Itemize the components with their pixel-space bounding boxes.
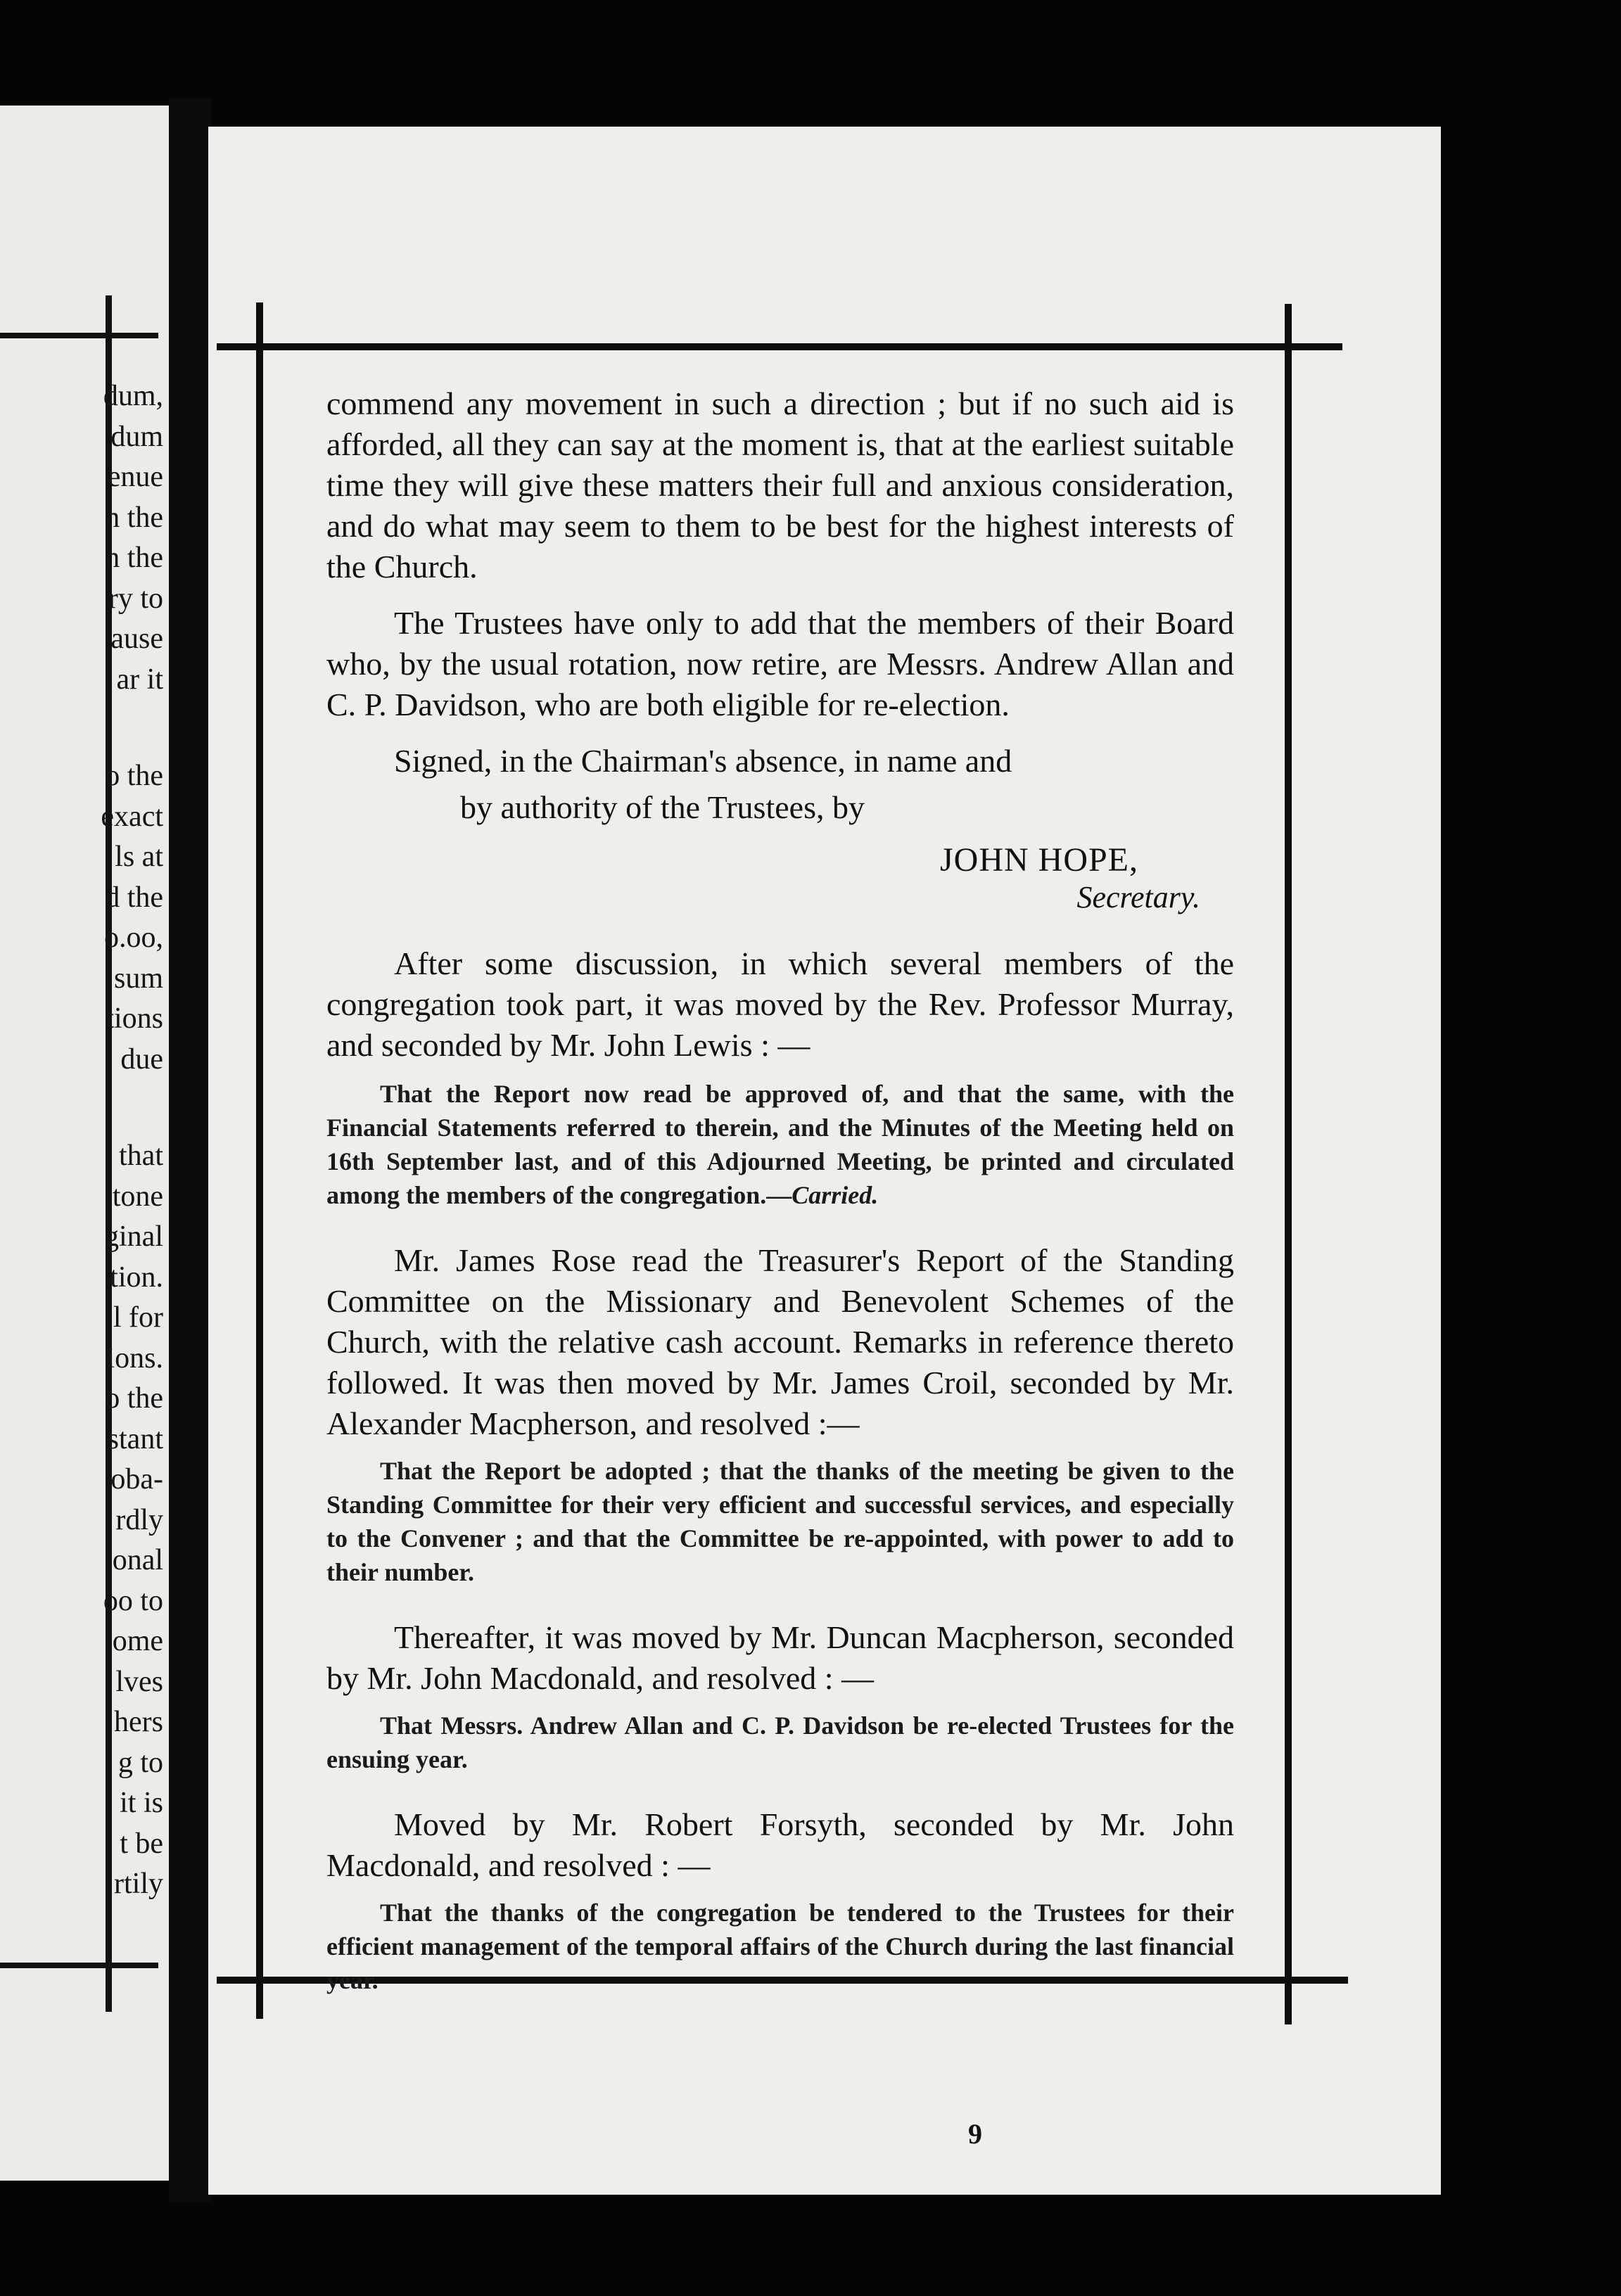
left-page-line: t be — [120, 1827, 163, 1860]
frame-top-rule — [217, 343, 1342, 350]
left-page-text-fragments — [0, 376, 163, 1905]
resolution-3: That Messrs. Andrew Allan and C. P. Davidson be re-elected Trustees for the ensuing year. — [326, 1711, 1234, 1773]
left-page-line: g to — [117, 1746, 163, 1779]
left-page-line — [0, 700, 163, 756]
frame-right-rule — [1285, 304, 1292, 2024]
left-page-line: l for — [113, 1301, 163, 1334]
left-frame-top-rule — [0, 333, 158, 338]
minute-motion-2: Mr. James Rose read the Treasurer's Report of the Standing Committee on the Missionary and Benevolent Schemes of the Church, with the relative cash account. Remarks in reference thereto followed. It was then moved by Mr. James Croil, seconded by Mr. Alexander Macpherson, and resolved :— — [326, 1242, 1234, 1441]
frame-left-rule — [256, 302, 263, 2019]
left-page-line: it is — [120, 1787, 163, 1819]
left-frame-bottom-rule — [0, 1963, 158, 1968]
left-page-line: sum — [113, 962, 163, 995]
resolution-4: That the thanks of the congregation be tendered to the Trustees for their efficient management of the temporal affairs of the Church during the last financial year. — [326, 1899, 1234, 1994]
left-page-line: o.oo, — [104, 921, 163, 954]
left-page-line: ome — [112, 1625, 163, 1657]
minute-motion-4: Moved by Mr. Robert Forsyth, seconded by Mr. John Macdonald, and resolved : — — [326, 1806, 1234, 1883]
book-gutter — [169, 98, 211, 2202]
left-page-line: dum — [110, 420, 163, 453]
left-page-line: dum, — [103, 380, 163, 412]
left-page-line — [0, 1080, 163, 1136]
left-page-line: due — [120, 1042, 163, 1076]
paragraph-commend: commend any movement in such a direction ; but if no such aid is afforded, all they can say at the moment is, that at the earliest suitable time they will give these matters their full and anxious consideration, and do what may seem to them to be best for the highest interests of the Church. — [326, 385, 1234, 585]
left-page-line: exact — [101, 800, 163, 833]
left-page-line: o the — [105, 760, 163, 792]
left-page-line: o the — [105, 1382, 163, 1415]
resolution-1-text: That the Report now read be approved of, and that the same, with the Financial Statements referred to therein, and the Minutes of the Meeting held on 16th September last, and of this Adjourned Meeting, be printed and circulated among the members of the congregation.— — [326, 1080, 1234, 1209]
left-page-line: rdly — [115, 1503, 163, 1536]
left-page-line: n the — [105, 501, 163, 534]
left-page-line: hers — [114, 1706, 163, 1738]
carried-label: Carried. — [792, 1181, 879, 1209]
left-page-line: lves — [115, 1665, 163, 1698]
left-page-line: that — [119, 1140, 163, 1172]
left-page-line: ions. — [106, 1341, 163, 1375]
resolution-1 — [326, 1077, 1234, 1212]
signatory-name: JOHN HOPE, — [939, 841, 1138, 879]
left-page-line: oba- — [110, 1463, 163, 1495]
left-page-line: enue — [107, 461, 163, 493]
left-page-line: tions — [106, 1002, 163, 1035]
signature-line-1: Signed, in the Chairman's absence, in name and — [394, 743, 1012, 779]
left-page-line: ar it — [116, 663, 163, 696]
minute-motion-1: After some discussion, in which several members of the congregation took part, it was moved by the Rev. Professor Murray, and seconded by Mr. John Lewis : — — [326, 945, 1234, 1063]
signature-line-2: by authority of the Trustees, by — [460, 789, 865, 825]
left-page-line: d the — [105, 881, 163, 914]
signatory-title: Secretary. — [1076, 880, 1200, 914]
page-number: 9 — [968, 2118, 982, 2150]
resolution-2: That the Report be adopted ; that the thanks of the meeting be given to the Standing Committee for their very efficient and successful services, and especially to the Convener ; and that the Committee be re-appointed, with power to add to their number. — [326, 1457, 1234, 1586]
left-page-line: onal — [112, 1544, 163, 1576]
page-content — [326, 383, 1234, 1997]
left-page-line: rtily — [114, 1868, 163, 1900]
left-page-line: stant — [107, 1422, 163, 1455]
left-page-line: tone — [112, 1180, 163, 1213]
paragraph-trustees-retire: The Trustees have only to add that the members of their Board who, by the usual rotation, now retire, are Messrs. Andrew Allan and C. P. Davidson, who are both eligible for re-election. — [326, 605, 1234, 722]
left-page-line: n the — [105, 542, 163, 574]
document-page — [208, 127, 1441, 2195]
left-page-line: oo to — [103, 1584, 163, 1617]
left-page-line: tion. — [110, 1261, 163, 1294]
left-facing-page — [0, 106, 169, 2181]
left-page-line: ry to — [108, 582, 163, 615]
left-page-line: ginal — [104, 1220, 163, 1253]
left-page-line: ause — [110, 623, 163, 655]
left-page-line: ls at — [115, 841, 163, 873]
minute-motion-3: Thereafter, it was moved by Mr. Duncan Macpherson, seconded by Mr. John Macdonald, and resolved : — — [326, 1619, 1234, 1696]
